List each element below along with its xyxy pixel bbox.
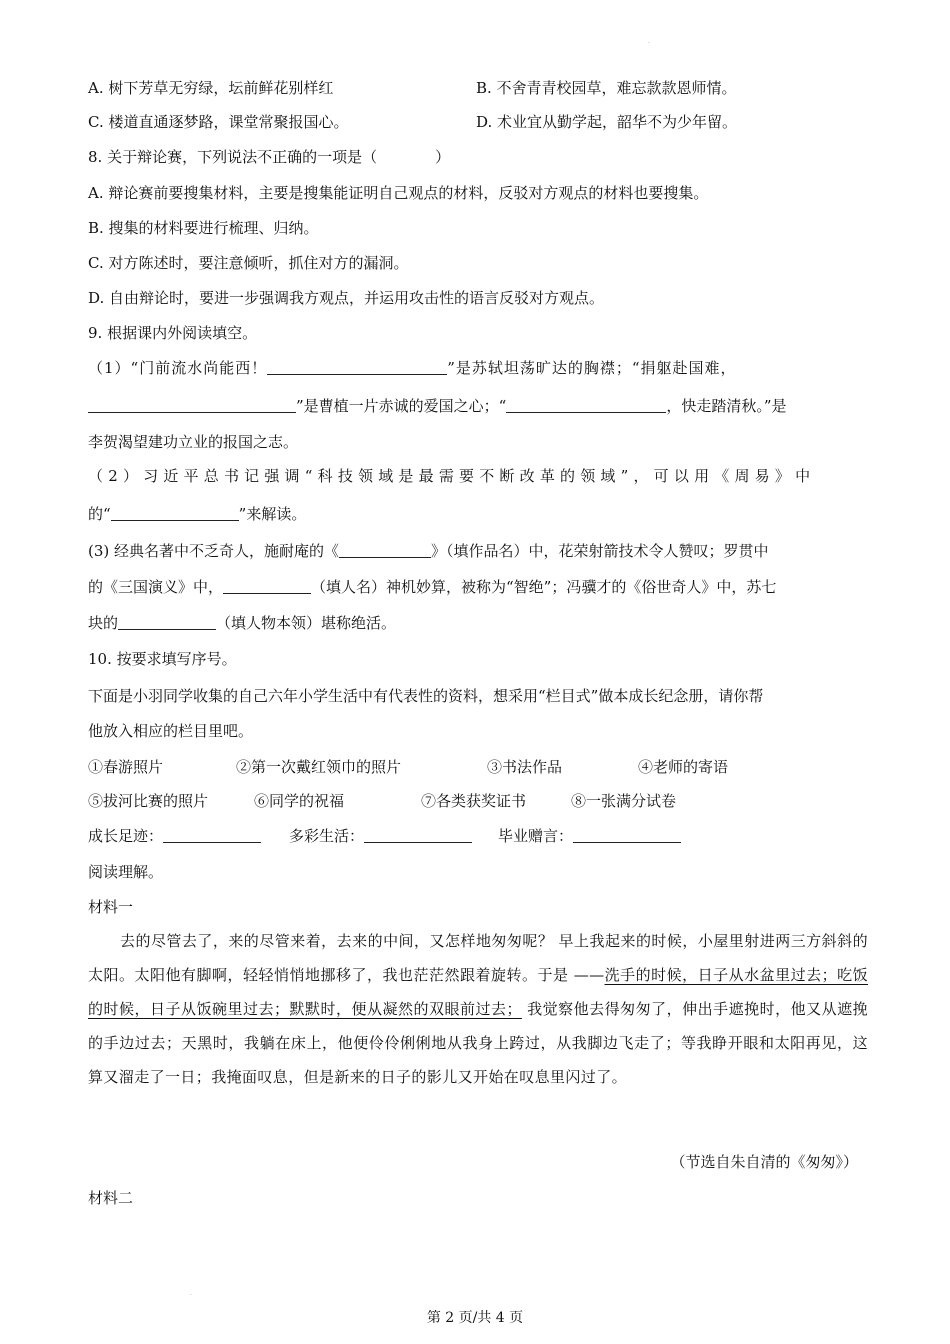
q9-part3-line3 <box>88 613 396 633</box>
material-1-source: （节选自朱自清的《匆匆》） <box>670 1153 858 1171</box>
q9-p3-text-a: (3) 经典名著中不乏奇人，施耐庵的《 <box>88 542 340 560</box>
q9-part1-line3: 李贺渴望建功立业的报国之志。 <box>88 433 299 451</box>
q9-p1-text-d: ，快走踏清秋。”是 <box>666 397 787 415</box>
q9-part1-line2 <box>88 396 787 416</box>
q9-p3-text-c: 的《三国演义》中， <box>88 578 224 596</box>
q9-p1-text-c: ”是曹植一片赤诚的爱国之心；“ <box>296 397 507 415</box>
q10-item-3: ③书法作品 <box>487 758 563 776</box>
q10-desc-line1: 下面是小羽同学收集的自己六年小学生活中有代表性的资料，想采用“栏目式”做本成长纪念册，请你帮 <box>88 687 764 705</box>
material-2-label: 材料二 <box>88 1189 134 1207</box>
q10-item-4: ④老师的寄语 <box>638 758 729 776</box>
q7-option-d: D. 术业宜从勤学起，韶华不为少年留。 <box>476 113 738 131</box>
q10-item-5: ⑤拔河比赛的照片 <box>88 792 209 810</box>
m1-text-post: 我觉察他去得匆匆了，伸出手遮挽时，他又从遮挽的手边过去；天黑时，我躺在床上，他便伶伶俐俐地从我身上跨过，从我脚边飞走了；等我睁开眼和太阳再见，这算又溜走了一日；我掩面叹息，但是新来的日子的影儿又开始在叹息里闪过了。 <box>88 1000 868 1086</box>
q8-option-b: B. 搜集的材料要进行梳理、归纳。 <box>88 219 319 237</box>
q7-option-c: C. 楼道直通逐梦路，课堂常聚报国心。 <box>88 113 349 131</box>
q10-col3-label: 毕业赠言： <box>498 827 574 845</box>
q10-stem: 10. 按要求填写序号。 <box>88 650 237 668</box>
q10-item-6: ⑥同学的祝福 <box>254 792 345 810</box>
q7-option-b: B. 不舍青青校园草，难忘款款恩师情。 <box>476 79 737 97</box>
q10-blank-growth[interactable] <box>163 826 261 843</box>
m1-text-pre: 去的尽管去了，来的尽管来着，去来的中间，又怎样地匆匆呢？ 早上我起来的时候，小屋里射进两三方斜斜的太阳。太阳他有脚啊，轻轻悄悄地挪移了，我也茫茫然跟着旋转。于是 —— <box>88 932 868 984</box>
q10-col1-label: 成长足迹： <box>88 827 164 845</box>
q9-p3-text-f: （填人物本领）堪称绝活。 <box>216 614 397 632</box>
q9-part3-line2 <box>88 577 776 597</box>
q9-blank-7[interactable] <box>118 613 216 630</box>
q10-item-7: ⑦各类获奖证书 <box>421 792 527 810</box>
q9-blank-1[interactable] <box>267 358 447 375</box>
scan-dot: · <box>648 40 650 47</box>
q8-stem <box>88 147 450 167</box>
page-footer: 第 2 页/共 4 页 <box>426 1310 524 1326</box>
q9-blank-3[interactable] <box>506 396 666 413</box>
q10-column-growth <box>88 826 261 846</box>
q10-column-farewell <box>498 826 681 846</box>
reading-title: 阅读理解。 <box>88 863 164 881</box>
q10-blank-farewell[interactable] <box>573 826 681 843</box>
q9-part2-line2 <box>88 504 306 524</box>
q9-p3-text-d: （填人名）神机妙算，被称为“智绝”；冯骥才的《俗世奇人》中，苏七 <box>311 578 777 596</box>
q10-desc-line2: 他放入相应的栏目里吧。 <box>88 722 254 740</box>
q9-part1-line1 <box>88 358 737 378</box>
q10-col2-label: 多彩生活： <box>289 827 365 845</box>
q9-part3-line1 <box>88 541 769 561</box>
q9-blank-4[interactable] <box>111 504 239 521</box>
q9-blank-2[interactable] <box>88 396 296 413</box>
material-1-paragraph <box>88 924 868 1094</box>
q8-option-a: A. 辩论赛前要搜集材料，主要是搜集能证明自己观点的材料，反驳对方观点的材料也要搜集。 <box>88 184 709 202</box>
q9-p2-text-c: ”来解读。 <box>238 505 307 523</box>
q10-column-life <box>289 826 472 846</box>
q10-item-1: ①春游照片 <box>88 758 164 776</box>
q9-part2-line1: （2）习近平总书记强调“科技领域是最需要不断改革的领域”，可以用《周易》中 <box>88 467 816 485</box>
m1-underlined-text: 洗手的时候，日子从水盆里过去；吃饭的时候，日子从饭碗里过去；默默时，便从凝然的双眼前过去； <box>88 966 868 1018</box>
q7-option-a: A. 树下芳草无穷绿，坛前鲜花别样红 <box>88 79 334 97</box>
q9-blank-6[interactable] <box>223 577 311 594</box>
material-1-label: 材料一 <box>88 898 134 916</box>
q9-p2-text-b: 的“ <box>88 505 111 523</box>
q8-stem-end: ） <box>435 148 451 166</box>
q9-stem: 9. 根据课内外阅读填空。 <box>88 324 258 342</box>
q9-blank-5[interactable] <box>339 541 431 558</box>
q8-option-c: C. 对方陈述时，要注意倾听，抓住对方的漏洞。 <box>88 254 409 272</box>
q10-blank-life[interactable] <box>364 826 472 843</box>
scan-dot: · <box>190 1292 192 1299</box>
q8-option-d: D. 自由辩论时，要进一步强调我方观点，并运用攻击性的语言反驳对方观点。 <box>88 289 605 307</box>
q10-item-2: ②第一次戴红领巾的照片 <box>236 758 402 776</box>
q9-p1-text-a: （1）“门前流水尚能西！ <box>88 359 268 377</box>
q9-p3-text-b: 》（填作品名）中，花荣射箭技术令人赞叹；罗贯中 <box>431 542 769 560</box>
q8-stem-text: 8. 关于辩论赛，下列说法不正确的一项是（ <box>88 148 378 166</box>
q9-p1-text-b: ”是苏轼坦荡旷达的胸襟；“捐躯赴国难， <box>447 359 737 377</box>
q9-p3-text-e: 块的 <box>88 614 119 632</box>
q10-item-8: ⑧一张满分试卷 <box>571 792 677 810</box>
